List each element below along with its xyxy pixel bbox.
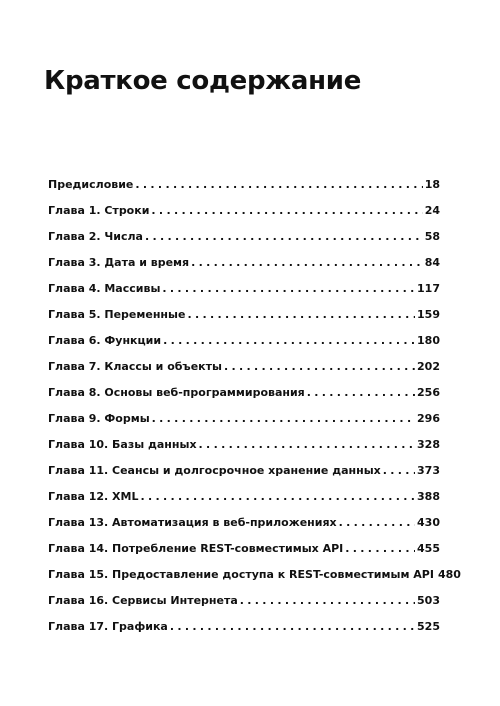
toc-entry-page: 430 — [417, 516, 440, 529]
toc-entry — [48, 386, 440, 412]
toc-dot-leader — [383, 464, 415, 477]
toc-dot-leader — [163, 334, 415, 347]
toc-entry — [48, 282, 440, 308]
toc-entry-page: 58 — [424, 230, 440, 243]
toc-entry-label: Глава 5. Переменные — [48, 308, 186, 321]
toc-entry-page: 159 — [417, 308, 440, 321]
toc-dot-leader — [145, 230, 423, 243]
toc-entry-page: 180 — [417, 334, 440, 347]
toc-entry-page: 455 — [417, 542, 440, 555]
toc-entry-label: Глава 9. Формы — [48, 412, 150, 425]
toc-entry-page: 388 — [417, 490, 440, 503]
toc-entry-label: Глава 2. Числа — [48, 230, 143, 243]
toc-entry-label: Глава 4. Массивы — [48, 282, 161, 295]
toc-entry-page: 117 — [417, 282, 440, 295]
toc-dot-leader — [162, 282, 415, 295]
toc-entry-page: 202 — [417, 360, 440, 373]
toc-dot-leader — [339, 516, 415, 529]
toc-entry — [48, 594, 440, 620]
toc-dot-leader — [199, 438, 415, 451]
toc-entry — [48, 490, 440, 516]
toc-entry — [48, 178, 440, 204]
toc-dot-leader — [140, 490, 415, 503]
toc-entry — [48, 308, 440, 334]
toc-entry-page: 296 — [417, 412, 440, 425]
toc-entry — [48, 334, 440, 360]
toc-entry-label: Глава 1. Строки — [48, 204, 150, 217]
toc-entry-label: Глава 11. Сеансы и долгосрочное хранение данных — [48, 464, 381, 477]
toc-entry-label: Глава 3. Дата и время — [48, 256, 190, 269]
toc-dot-leader — [224, 360, 415, 373]
toc-entry — [48, 464, 440, 490]
toc-entry-label: Предисловие — [48, 178, 134, 191]
toc-dot-leader — [307, 386, 415, 399]
toc-entry-label: Глава 10. Базы данных — [48, 438, 197, 451]
toc-entry-page: 373 — [417, 464, 440, 477]
toc-entry-page: 18 — [424, 178, 440, 191]
toc-entry-label: Глава 13. Автоматизация в веб-приложениях — [48, 516, 337, 529]
toc-entry — [48, 230, 440, 256]
toc-dot-leader — [170, 620, 415, 633]
toc-entry-page: 503 — [417, 594, 440, 607]
toc-entry-page: 525 — [417, 620, 440, 633]
toc-entry-page: 256 — [417, 386, 440, 399]
toc-entry-label: Глава 8. Основы веб-программирования — [48, 386, 305, 399]
toc-entry-label: Глава 7. Классы и объекты — [48, 360, 222, 373]
toc-entry-label: Глава 17. Графика — [48, 620, 168, 633]
toc-entry-page: 84 — [424, 256, 440, 269]
table-of-contents — [48, 178, 461, 646]
toc-entry — [48, 620, 440, 646]
toc-entry — [48, 568, 461, 594]
toc-entry — [48, 438, 440, 464]
toc-entry-page: 480 — [437, 568, 461, 581]
toc-entry-label: Глава 16. Сервисы Интернета — [48, 594, 238, 607]
toc-dot-leader — [240, 594, 415, 607]
toc-dot-leader — [152, 412, 415, 425]
toc-entry-label: Глава 6. Функции — [48, 334, 162, 347]
toc-entry-page: 328 — [417, 438, 440, 451]
toc-entry — [48, 360, 440, 386]
toc-dot-leader — [135, 178, 422, 191]
toc-dot-leader — [151, 204, 422, 217]
toc-entry — [48, 412, 440, 438]
toc-entry — [48, 542, 440, 568]
toc-entry-page: 24 — [424, 204, 440, 217]
page-title: Краткое содержание — [44, 66, 362, 96]
toc-dot-leader — [191, 256, 423, 269]
toc-entry — [48, 516, 440, 542]
toc-dot-leader — [345, 542, 415, 555]
toc-entry — [48, 256, 440, 282]
toc-dot-leader — [187, 308, 415, 321]
toc-entry-label: Глава 15. Предоставление доступа к REST-совместимым API — [48, 568, 434, 581]
toc-entry-label: Глава 12. XML — [48, 490, 139, 503]
toc-entry — [48, 204, 440, 230]
toc-entry-label: Глава 14. Потребление REST-совместимых API — [48, 542, 344, 555]
